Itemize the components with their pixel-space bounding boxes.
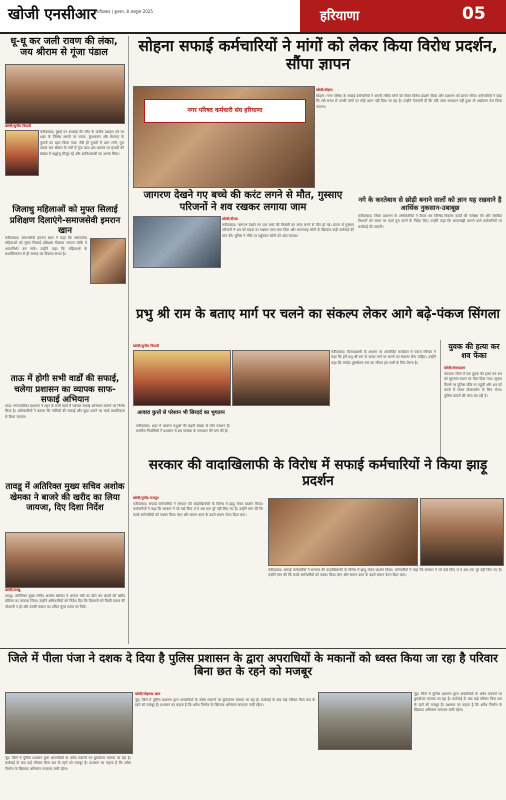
story-boy-headline: जागरण देखने गए बच्चे की करंट लगने से मौत, गुस्साए परिजनों ने शव रखकर लगाया जाम	[143, 190, 343, 213]
section-name: हरियाणा	[320, 9, 360, 24]
story-ravan-photo	[5, 64, 125, 124]
story-sweepers-byline: खोजी/पुष्पेंद्र राजपूत	[133, 496, 159, 500]
story-women-headline: जिलाधु महिलाओं को मुफ्त सिलाई प्रशिक्षण दिलाएंगे-समाजसेवी इमरान खान	[9, 205, 121, 237]
story-ravan-headline: धू-धू कर जली रावण की लंका, जय श्रीराम से गूंजा पंडाल	[10, 36, 118, 58]
story-officers-headline: नगे के करतेबाव से छोड़ी बनाने वालों को ज्ञान यह रखवाने है आर्थिक नुकसान-उबाबूछ	[358, 196, 502, 213]
story-bulldozer-body-cont: नूंह। जिले में पुलिस प्रशासन द्वारा अपराधियों के अवैध मकानों पर बुलडोजर चलाया जा रहा है। कार्रवाई के बाद कई परिवार बिना छत के रहने को मजबूर हैं। प्रशासन का कहना है कि अवैध निर्माण के खिलाफ अभियान लगातार जारी रहेगा।	[414, 692, 502, 713]
story-women-body: फरीदाबाद। समाजसेवी इमरान खान ने कहा कि जरूरतमंद महिलाओं को मुफ्त सिलाई प्रशिक्षण दिलाया जाएगा ताकि वे आत्मनिर्भर बन सकें। उन्होंने कहा कि महिलाओं के सशक्तिकरण से ही समाज का विकास संभव है।	[5, 236, 87, 257]
story-ravan-byline: खोजी/सुनील त्रिपाठी	[5, 124, 32, 128]
story-bajra-headline: तावडू में अतिरिक्त मुख्य सचिव अशोक खेमका ने बाजरे की खरीद का लिया जायजा, दिए दिशा निर्देश	[5, 482, 125, 514]
story-youth-byline: खोजी/संवाददाता	[444, 366, 466, 370]
story-youth-body: पलवल। जिले में एक युवक की हत्या कर शव को सुनसान स्थान पर फेंक दिया गया। सूचना मिलने पर पुलिस मौके पर पहुंची और शव को कब्जे में लेकर पोस्टमार्टम के लिए भेजा। पुलिस मामले की जांच कर रही है।	[444, 372, 502, 398]
story-bulldozer-body-left: नूंह। जिले में पुलिस प्रशासन द्वारा अपराधियों के अवैध मकानों पर बुलडोजर चलाया जा रहा है। कार्रवाई के बाद कई परिवार बिना छत के रहने को मजबूर हैं। प्रशासन का कहना है कि अवैध निर्माण के खिलाफ अभियान लगातार जारी रहेगा।	[5, 756, 131, 771]
column-divider	[128, 36, 129, 644]
story-boy-byline: खोजी/दीपक	[222, 217, 238, 221]
story-lead-headline: सोहना सफाई कर्मचारियों ने मांगों को लेकर किया विरोध प्रदर्शन, सौंपा ज्ञापन	[138, 37, 498, 73]
story-sweepers-photo	[268, 498, 418, 566]
story-ram-headline: प्रभु श्री राम के बताए मार्ग पर चलने का संकल्प लेकर आगे बढ़े-पंकज सिंगला	[136, 307, 500, 322]
column-divider	[440, 340, 441, 460]
story-bulldozer-byline: खोजी/मोहम्मद खान	[135, 692, 161, 696]
story-ram-byline: खोजी/सुनील त्रिपाठी	[133, 344, 160, 348]
story-bajra-byline: खोजी/तावडू	[5, 588, 21, 592]
masthead-rule	[0, 32, 506, 34]
story-fees-body: फरीदाबाद। शहर में आवारा पशुओं की बढ़ती संख्या से लोग परेशान हैं। स्थानीय निवासियों ने प्रशासन से इस समस्या के समाधान की मांग की है।	[136, 424, 230, 434]
story-tau-body: ताऊ। नगरपालिका प्रशासन ने शहर के सभी वार्डों में व्यापक सफाई अभियान चलाने का निर्णय लिया है। अधिकारियों ने बताया कि नालियों की सफाई और कूड़ा उठाने का कार्य प्राथमिकता से किया जाएगा।	[5, 404, 125, 419]
story-fees-headline: आवारा कुत्तों से परेशान भी सिरदर्द का भुगतान	[137, 410, 225, 416]
story-tau-headline: ताऊ में होगी सभी वार्डों की सफाई, चलेगा प्रशासन का व्यापक साफ-सफाई अभियान	[10, 374, 120, 406]
bottom-rule	[0, 648, 506, 649]
story-ravan-body: फरीदाबाद। बुराई पर अच्छाई की जीत के प्रतीक दशहरा पर्व पर शहर के विभिन्न स्थानों पर रावण, कुंभकरण और मेघनाद के पुतलों का दहन किया गया। जैसे ही पुतलों में आग लगी, पूरा पंडाल जय श्रीराम के नारों से गूंज उठा। इस अवसर पर हजारों की संख्या में श्रद्धालु मौजूद रहे और आतिशबाजी का आनंद लिया।	[40, 130, 124, 156]
story-bulldozer-photo-2	[318, 692, 412, 750]
story-officers-body: फरीदाबाद। जिला प्रशासन के अधिकारियों ने बैठक कर विभिन्न विकास कार्यों की समीक्षा की और संबंधित विभागों को समय पर कार्य पूरा करने के निर्देश दिए। उन्होंने कहा कि लापरवाही बरतने वाले कर्मचारियों पर कार्रवाई की जाएगी।	[358, 214, 502, 229]
story-bajra-photo	[5, 532, 125, 588]
story-boy-body: फरीदाबाद। जागरण देखने गए एक बच्चे की बिजली का करंट लगने से मौत हो गई। घटना से गुस्साए परिजनों ने शव को सड़क पर रखकर जाम लगा दिया और लापरवाह लोगों के खिलाफ कड़ी कार्रवाई की मांग की। पुलिस ने मौके पर पहुंचकर लोगों को शांत कराया।	[222, 223, 354, 238]
story-ram-photo-1	[133, 350, 231, 406]
story-youth-headline: युवक की हत्या कर शव फेंका	[448, 342, 500, 361]
story-boy-photo	[133, 216, 221, 268]
story-bulldozer-photo	[5, 692, 133, 754]
story-bulldozer-body: नूंह। जिले में पुलिस प्रशासन द्वारा अपराधियों के अवैध मकानों पर बुलडोजर चलाया जा रहा है। कार्रवाई के बाद कई परिवार बिना छत के रहने को मजबूर हैं। प्रशासन का कहना है कि अवैध निर्माण के खिलाफ अभियान लगातार जारी रहेगा।	[135, 698, 315, 708]
story-ram-photo-2	[232, 350, 330, 406]
story-sweepers-body-cont: फरीदाबाद। सफाई कर्मचारियों ने सरकार की वादाखिलाफी के विरोध में झाड़ू लेकर प्रदर्शन किया। कर्मचारियों ने कहा कि सरकार ने जो वादे किए थे वे अब तक पूरे नहीं किए गए हैं। उन्होंने मांग की कि कच्चे कर्मचारियों को पक्का किया जाए और समान काम के बदले समान वेतन दिया जाए।	[268, 568, 502, 578]
story-lead-byline: खोजी/सोहना	[316, 88, 333, 92]
story-lead-body: सोहना। नगर परिषद के सफाई कर्मचारियों ने अपनी लंबित मांगों को लेकर विरोध प्रदर्शन किया और प्रशासन को ज्ञापन सौंपा। कर्मचारियों ने कहा कि लंबे समय से उनकी मांगों पर कोई ध्यान नहीं दिया जा रहा है। उन्होंने चेतावनी दी कि यदि जल्द समाधान नहीं हुआ तो आंदोलन तेज किया जाएगा।	[316, 94, 502, 109]
story-women-photo	[90, 238, 126, 284]
story-ravan-inset-photo	[5, 130, 39, 176]
story-sweepers-headline: सरकार की वादाखिलाफी के विरोध में सफाई कर्मचारियों ने किया झाड़ू प्रदर्शन	[148, 457, 488, 489]
story-bulldozer-headline: जिले में पीला पंजा ने दशक दे दिया है पुलिस प्रशासन के द्वारा अपराधियों के मकानों को ध्वस्त किया जा रहा है परिवार बिना छत के रहने को मजबूर	[8, 651, 498, 679]
newspaper-logo: खोजी एनसीआर	[8, 5, 97, 23]
story-bajra-body: तावडू। अतिरिक्त मुख्य सचिव अशोक खेमका ने अनाज मंडी का दौरा कर बाजरे की खरीद प्रक्रिया का जायजा लिया। उन्होंने अधिकारियों को निर्देश दिए कि किसानों को किसी प्रकार की परेशानी न हो और उनकी फसल का उचित मूल्य समय पर मिले।	[5, 594, 125, 609]
story-lead-photo	[133, 86, 315, 188]
protest-banner: नगर परिषद कर्मचारी संघ हरियाणा	[144, 99, 306, 123]
story-ram-body: फरीदाबाद। विजयदशमी के अवसर पर आयोजित कार्यक्रम में पंकज सिंगला ने कहा कि हमें प्रभु श्री राम के बताए मार्ग पर चलने का संकल्प लेना चाहिए। उन्होंने कहा कि मर्यादा पुरुषोत्तम राम का जीवन हम सभी के लिए प्रेरणा है।	[331, 350, 436, 365]
story-sweepers-body: फरीदाबाद। सफाई कर्मचारियों ने सरकार की वादाखिलाफी के विरोध में झाड़ू लेकर प्रदर्शन किया। कर्मचारियों ने कहा कि सरकार ने जो वादे किए थे वे अब तक पूरे नहीं किए गए हैं। उन्होंने मांग की कि कच्चे कर्मचारियों को पक्का किया जाए और समान काम के बदले समान वेतन दिया जाए।	[133, 502, 263, 517]
story-sweepers-photo-2	[420, 498, 504, 566]
page-number: 05	[462, 4, 486, 24]
dateline: फरीदाबाद | बुधवार, 8 अक्टूबर 2025	[96, 9, 153, 14]
